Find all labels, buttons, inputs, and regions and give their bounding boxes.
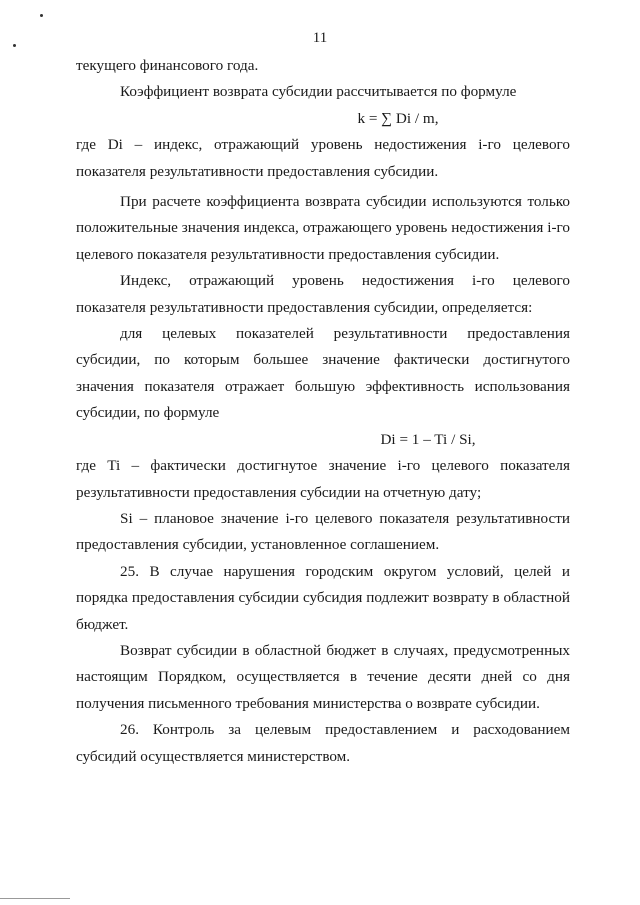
- page-number: 11: [312, 30, 328, 46]
- paragraph: Возврат субсидии в областной бюджет в случаях, предусмотренных настоящим Порядком, осуществляется в течение десяти дней со дня получения письменного требования министерства о возврате субсидии.: [76, 641, 570, 712]
- clause-25: 25. В случае нарушения городским округом условий, целей и порядка предоставления субсидии субсидия подлежит возврату в областной бюджет.: [76, 562, 570, 633]
- paragraph: где Di – индекс, отражающий уровень недостижения i-го целевого показателя результативности предоставления субсидии.: [76, 136, 570, 180]
- paragraph: Индекс, отражающий уровень недостижения i-го целевого показателя результативности предоставления субсидии, определяется:: [76, 272, 570, 316]
- paragraph: Si – плановое значение i-го целевого показателя результативности предоставления субсидии, установленное соглашением.: [76, 509, 570, 554]
- paragraph: для целевых показателей результативности предоставления субсидии, по которым большее значение фактически достигнутого значения показателя отражает большую эффективность использования субсидии, по формуле: [76, 325, 570, 422]
- formula-return-coefficient: k = ∑ Di / m,: [357, 109, 439, 127]
- scan-speck: [40, 14, 43, 17]
- paragraph: текущего финансового года.: [76, 57, 259, 74]
- scan-margin-line: [0, 898, 70, 899]
- formula-index: Di = 1 – Ti / Si,: [380, 430, 476, 448]
- clause-26: 26. Контроль за целевым предоставлением и расходованием субсидий осуществляется министерством.: [76, 721, 570, 765]
- paragraph: При расчете коэффициента возврата субсидии используются только положительные значения индекса, отражающего уровень недостижения i-го целевого показателя результативности предоставления субсидии.: [76, 193, 570, 263]
- paragraph: где Ti – фактически достигнутое значение i-го целевого показателя результативности предоставления субсидии на отчетную дату;: [76, 457, 570, 501]
- document-body: [76, 53, 570, 770]
- paragraph: Коэффициент возврата субсидии рассчитывается по формуле: [120, 83, 517, 101]
